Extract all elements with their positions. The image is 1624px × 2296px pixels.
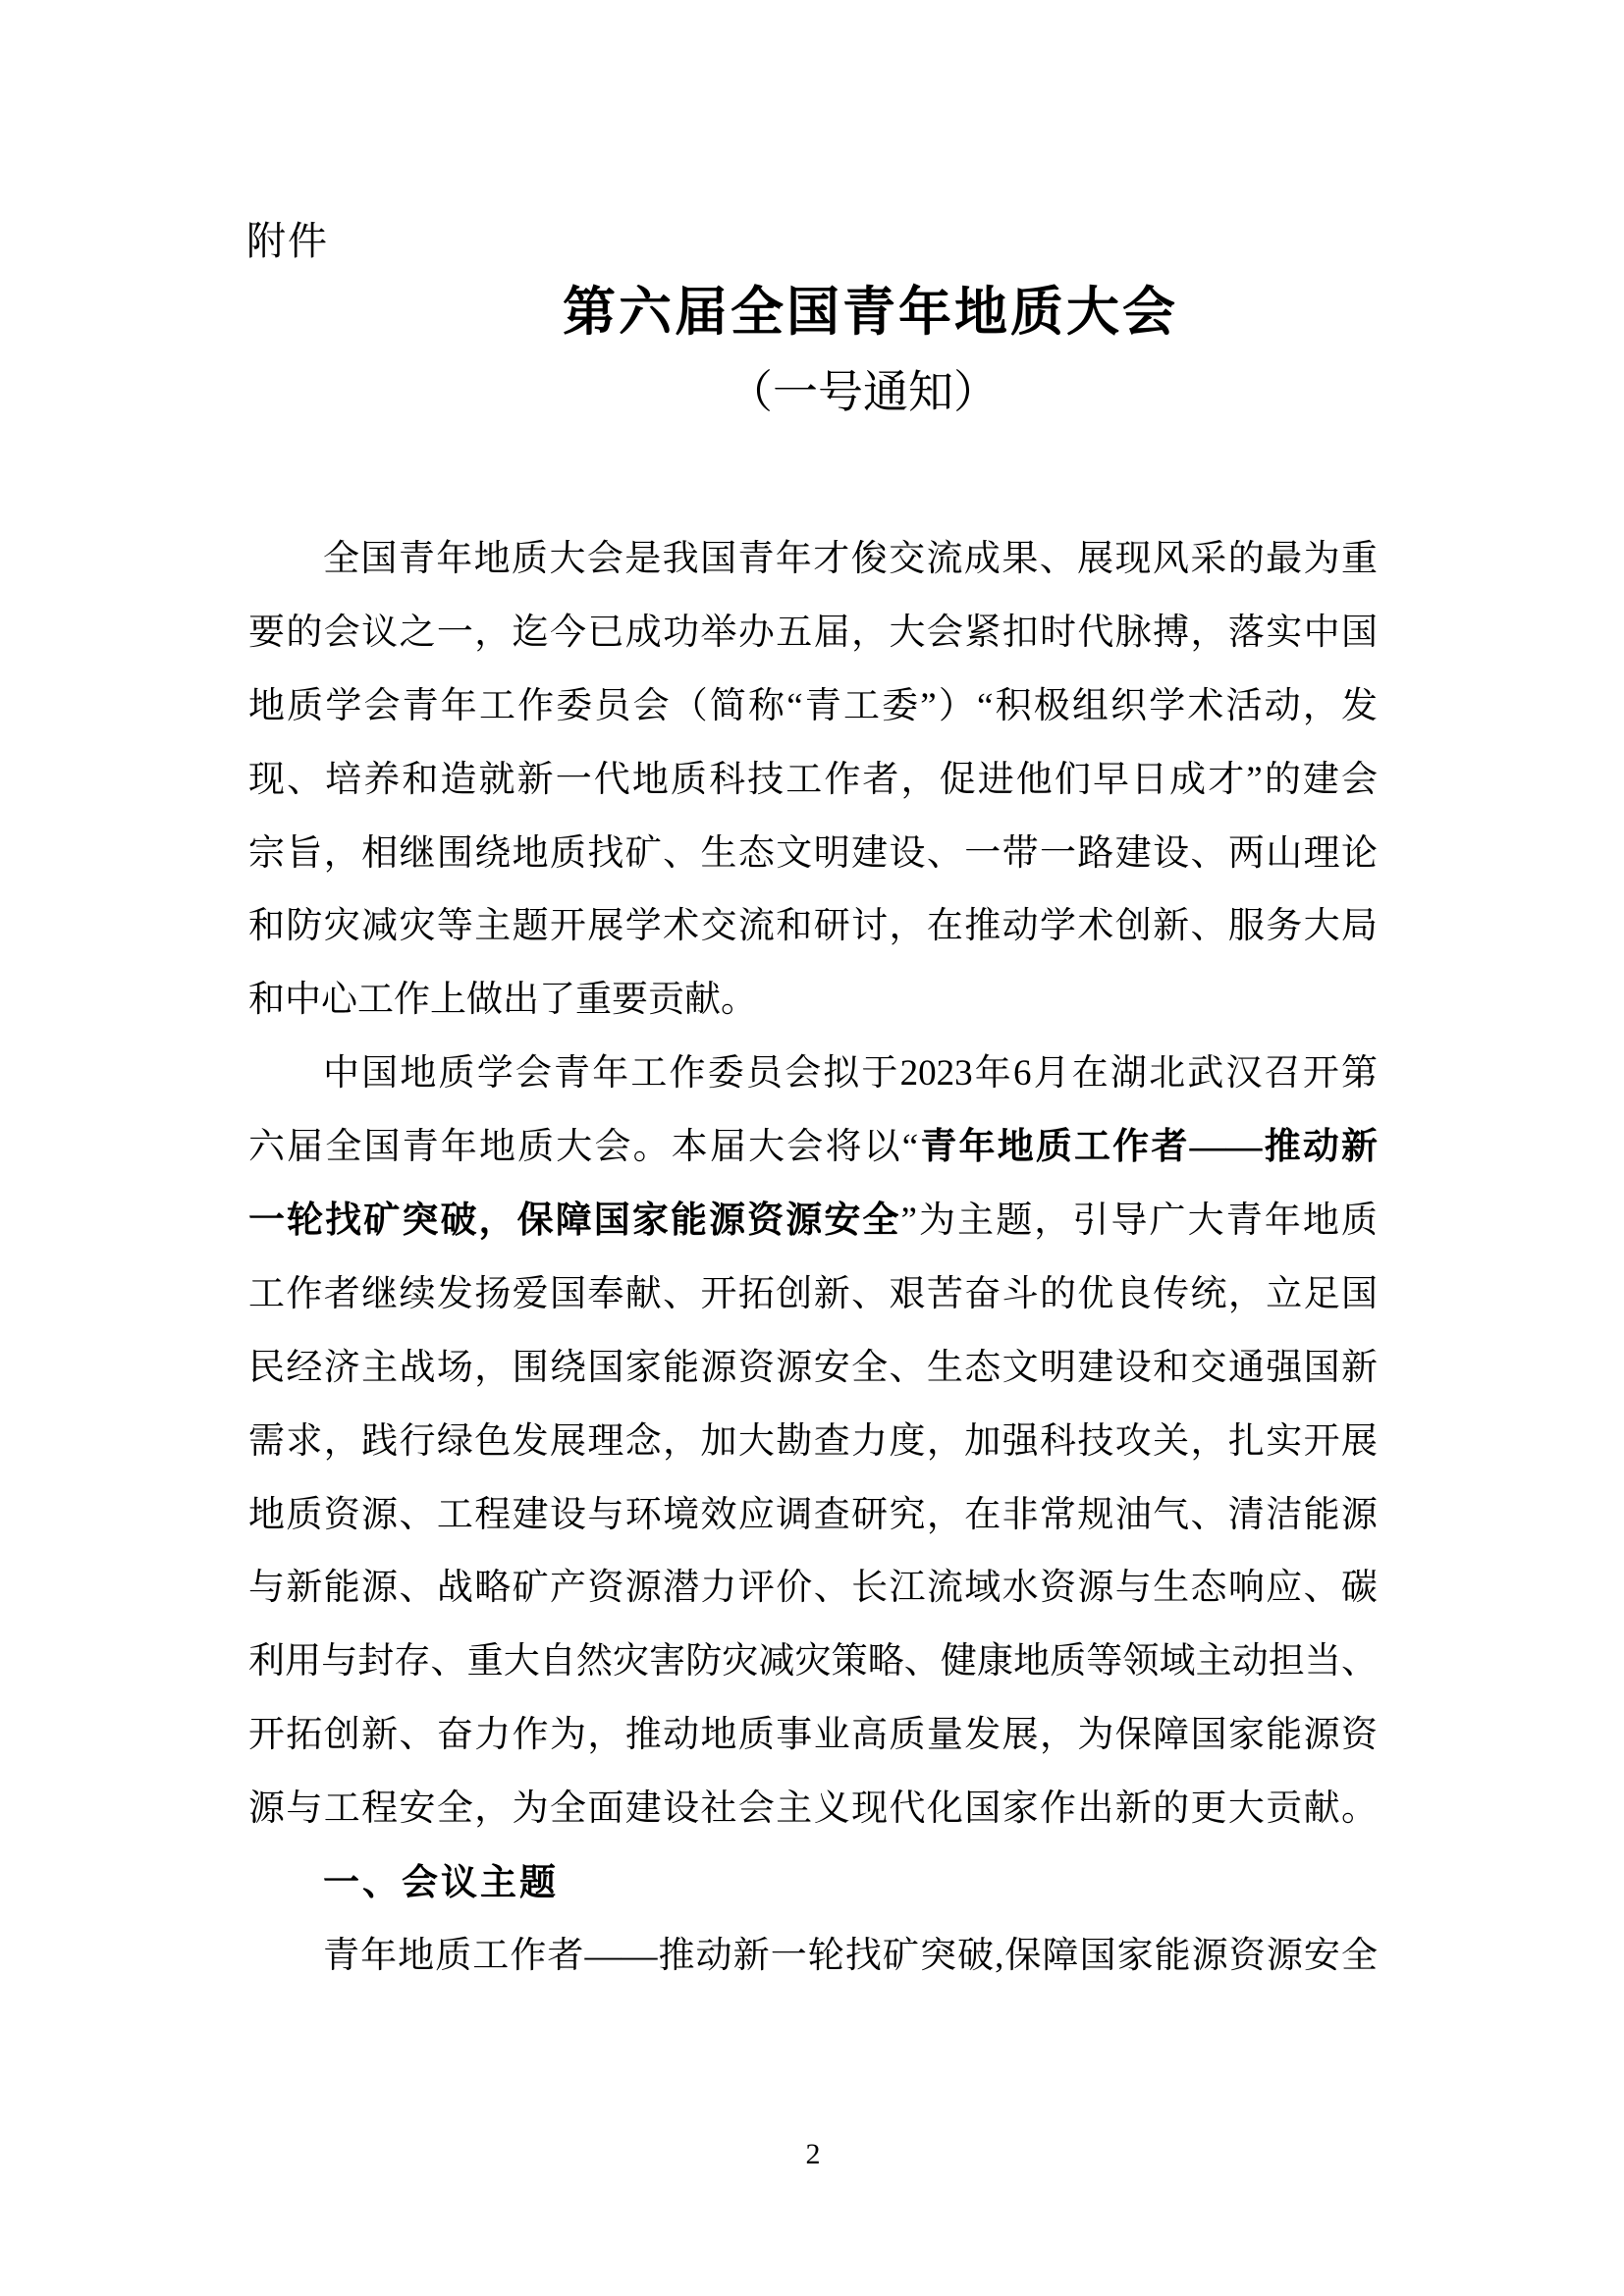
- body-line: [248, 1920, 1378, 1994]
- document-title: 第六届全国青年地质大会: [563, 283, 1178, 342]
- text-segment: 现、培养和造就新一代地质科技工作者，促进他们早日成才”的建会: [248, 759, 1378, 800]
- body-line: [248, 1185, 1378, 1258]
- body-line: [248, 1773, 1378, 1846]
- text-segment: 开拓创新、奋力作为，推动地质事业高质量发展，为保障国家能源资: [248, 1715, 1378, 1756]
- text-segment: 一轮找矿突破，保障国家能源资源安全: [248, 1201, 901, 1242]
- text-segment: ”为主题，引导广大青年地质: [900, 1201, 1379, 1242]
- text-segment: 全国青年地质大会是我国青年才俊交流成果、展现风采的最为重: [323, 539, 1378, 579]
- text-segment: 宗旨，相继围绕地质找矿、生态文明建设、一带一路建设、两山理论: [248, 832, 1378, 874]
- body-line: [248, 597, 1378, 670]
- text-segment: 青年地质工作者——推动新一轮找矿突破,保障国家能源资源安全: [323, 1935, 1378, 1976]
- body-line: [248, 1406, 1378, 1479]
- text-segment: 和防灾减灾等主题开展学术交流和研讨，在推动学术创新、服务大局: [248, 906, 1378, 947]
- text-segment: 中国地质学会青年工作委员会拟于2023年6月在湖北武汉召开第: [323, 1053, 1378, 1095]
- text-segment: 地质学会青年工作委员会（简称“青工委”）“积极组织学术活动，发: [248, 685, 1378, 726]
- body-line: [248, 1038, 1378, 1111]
- body-line: [248, 1111, 1378, 1185]
- body-line: [248, 1626, 1378, 1699]
- body-line: [248, 1552, 1378, 1626]
- text-segment: 需求，践行绿色发展理念，加大勘查力度，加强科技攻关，扎实开展: [248, 1420, 1378, 1462]
- text-segment: 利用与封存、重大自然灾害防灾减灾策略、健康地质等领域主动担当、: [248, 1641, 1378, 1682]
- text-segment: 工作者继续发扬爱国奉献、开拓创新、艰苦奋斗的优良传统，立足国: [248, 1273, 1378, 1314]
- body-line: [248, 964, 1378, 1038]
- text-segment: 一、会议主题: [323, 1862, 559, 1903]
- text-segment: 要的会议之一，迄今已成功举办五届，大会紧扣时代脉搏，落实中国: [248, 612, 1378, 653]
- document-body: [248, 523, 1378, 1994]
- text-segment: 地质资源、工程建设与环境效应调查研究，在非常规油气、清洁能源: [248, 1494, 1378, 1535]
- body-line: [248, 890, 1378, 964]
- text-segment: 青年地质工作者——推动新: [918, 1127, 1379, 1168]
- text-segment: 与新能源、战略矿产资源潜力评价、长江流域水资源与生态响应、碳: [248, 1568, 1378, 1609]
- body-line: [248, 744, 1378, 818]
- body-line: [248, 818, 1378, 891]
- text-segment: 源与工程安全，为全面建设社会主义现代化国家作出新的更大贡献。: [248, 1789, 1378, 1830]
- body-line: [248, 1258, 1378, 1332]
- body-line: [248, 670, 1378, 744]
- document-subtitle: （一号通知）: [728, 367, 999, 417]
- text-segment: 和中心工作上做出了重要贡献。: [248, 980, 757, 1021]
- section-heading: [248, 1846, 1378, 1920]
- body-line: [248, 1699, 1378, 1773]
- body-line: [248, 1479, 1378, 1553]
- page-number: 2: [805, 2138, 821, 2170]
- body-line: [248, 523, 1378, 597]
- text-segment: 六届全国青年地质大会。本届大会将以“: [248, 1127, 919, 1168]
- body-line: [248, 1332, 1378, 1406]
- attachment-label: 附件: [246, 220, 329, 263]
- text-segment: 民经济主战场，围绕国家能源资源安全、生态文明建设和交通强国新: [248, 1347, 1378, 1388]
